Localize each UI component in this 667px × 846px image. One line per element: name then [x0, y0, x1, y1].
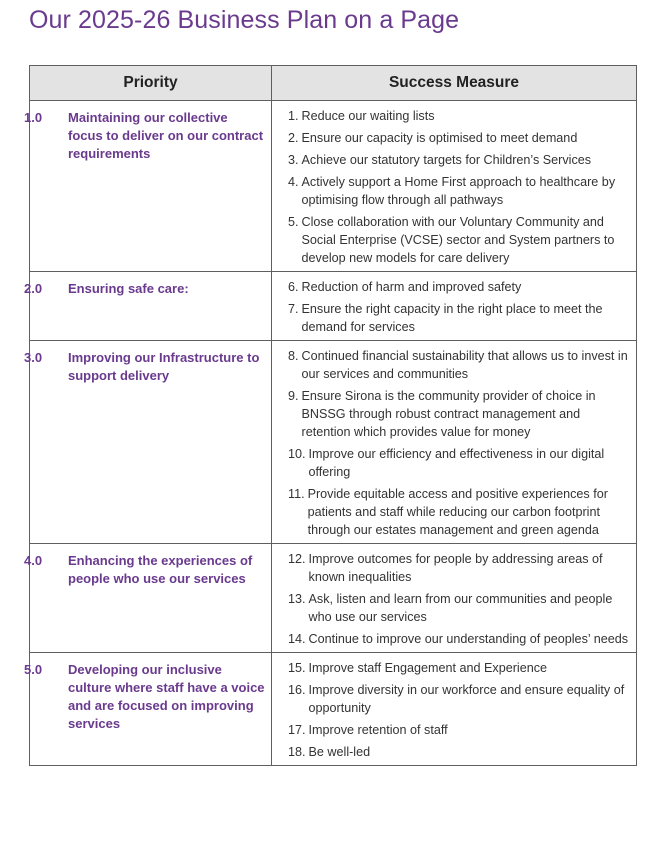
success-measure-column-header: Success Measure	[272, 66, 637, 101]
priority-label: Improving our Infrastructure to support delivery	[68, 350, 260, 383]
measure-item	[288, 659, 630, 677]
measure-text: Improve retention of staff	[308, 723, 448, 737]
measure-number: 15.	[288, 661, 306, 675]
priority-number: 5.0	[24, 662, 43, 677]
measure-number: 4.	[288, 175, 299, 189]
measure-number: 6.	[288, 280, 299, 294]
measure-list	[288, 659, 630, 761]
table-row	[30, 544, 637, 653]
page-title: Our 2025-26 Business Plan on a Page	[29, 6, 460, 34]
measure-text: Ask, listen and learn from our communities and people who use our services	[308, 592, 613, 624]
measure-number: 17.	[288, 723, 306, 737]
measure-text: Achieve our statutory targets for Children’s Services	[301, 153, 592, 167]
measure-text: Provide equitable access and positive experiences for patients and staff while reducing our carbon footprint through our estates management and green agenda	[307, 487, 608, 537]
measure-text: Continue to improve our understanding of peoples’ needs	[308, 632, 629, 646]
success-measure-cell	[272, 272, 637, 341]
measure-item	[288, 129, 630, 147]
measure-list	[288, 347, 630, 539]
priority-heading	[24, 280, 265, 298]
measure-list	[288, 107, 630, 267]
success-measure-cell	[272, 101, 637, 272]
measure-item	[288, 151, 630, 169]
measure-number: 13.	[288, 592, 306, 606]
priority-number: 2.0	[24, 281, 43, 296]
measure-item	[288, 550, 630, 586]
priority-cell	[24, 341, 272, 544]
measure-item	[288, 681, 630, 717]
measure-item	[288, 173, 630, 209]
success-measure-cell	[272, 544, 637, 653]
measure-item	[288, 630, 630, 648]
table-row	[30, 101, 637, 272]
business-plan-table	[24, 65, 637, 766]
measure-number: 10.	[288, 447, 306, 461]
measure-item	[288, 387, 630, 441]
priority-heading	[24, 552, 265, 588]
measure-item	[288, 107, 630, 125]
measure-number: 3.	[288, 153, 299, 167]
measure-text: Ensure the right capacity in the right place to meet the demand for services	[301, 302, 603, 334]
measure-number: 9.	[288, 389, 299, 403]
priority-label: Enhancing the experiences of people who use our services	[68, 553, 253, 586]
measure-item	[288, 485, 630, 539]
priority-number: 3.0	[24, 350, 43, 365]
measure-text: Continued financial sustainability that allows us to invest in our services and communities	[301, 349, 628, 381]
priority-cell	[24, 544, 272, 653]
priority-heading	[24, 349, 265, 385]
measure-item	[288, 721, 630, 739]
measure-text: Actively support a Home First approach to healthcare by optimising flow through all pathways	[301, 175, 616, 207]
success-measure-cell	[272, 653, 637, 766]
measure-text: Reduce our waiting lists	[301, 109, 435, 123]
measure-item	[288, 300, 630, 336]
measure-item	[288, 445, 630, 481]
measure-number: 8.	[288, 349, 299, 363]
measure-number: 11.	[288, 487, 305, 501]
measure-text: Improve staff Engagement and Experience	[308, 661, 548, 675]
measure-text: Improve outcomes for people by addressing areas of known inequalities	[308, 552, 603, 584]
measure-number: 2.	[288, 131, 299, 145]
measure-item	[288, 278, 630, 296]
priority-number: 4.0	[24, 553, 43, 568]
measure-item	[288, 743, 630, 761]
priority-heading	[24, 109, 265, 163]
measure-number: 7.	[288, 302, 299, 316]
table-header-row	[30, 66, 637, 101]
priority-cell	[24, 653, 272, 766]
measure-item	[288, 213, 630, 267]
priority-cell	[24, 272, 272, 341]
measure-text: Improve diversity in our workforce and ensure equality of opportunity	[308, 683, 625, 715]
measure-text: Be well-led	[308, 745, 371, 759]
priority-label: Ensuring safe care:	[68, 281, 189, 296]
priority-number: 1.0	[24, 110, 43, 125]
table-row	[30, 653, 637, 766]
measure-text: Improve our efficiency and effectiveness in our digital offering	[308, 447, 605, 479]
measure-number: 5.	[288, 215, 299, 229]
measure-text: Reduction of harm and improved safety	[301, 280, 522, 294]
measure-list	[288, 278, 630, 336]
priority-cell	[24, 101, 272, 272]
table-row	[30, 272, 637, 341]
measure-number: 1.	[288, 109, 299, 123]
priority-label: Developing our inclusive culture where staff have a voice and are focused on improving services	[68, 662, 265, 731]
measure-text: Close collaboration with our Voluntary Community and Social Enterprise (VCSE) sector and System partners to develop new models for care delivery	[301, 215, 615, 265]
measure-number: 18.	[288, 745, 306, 759]
measure-text: Ensure Sirona is the community provider of choice in BNSSG through robust contract management and retention which provides value for money	[301, 389, 596, 439]
table-row	[30, 341, 637, 544]
priority-column-header: Priority	[30, 66, 272, 101]
success-measure-cell	[272, 341, 637, 544]
measure-number: 14.	[288, 632, 306, 646]
table-body	[24, 101, 637, 766]
measure-number: 16.	[288, 683, 306, 697]
measure-number: 12.	[288, 552, 306, 566]
measure-text: Ensure our capacity is optimised to meet demand	[301, 131, 578, 145]
priority-heading	[24, 661, 265, 733]
measure-item	[288, 347, 630, 383]
measure-list	[288, 550, 630, 648]
measure-item	[288, 590, 630, 626]
priority-label: Maintaining our collective focus to deliver on our contract requirements	[68, 110, 264, 161]
